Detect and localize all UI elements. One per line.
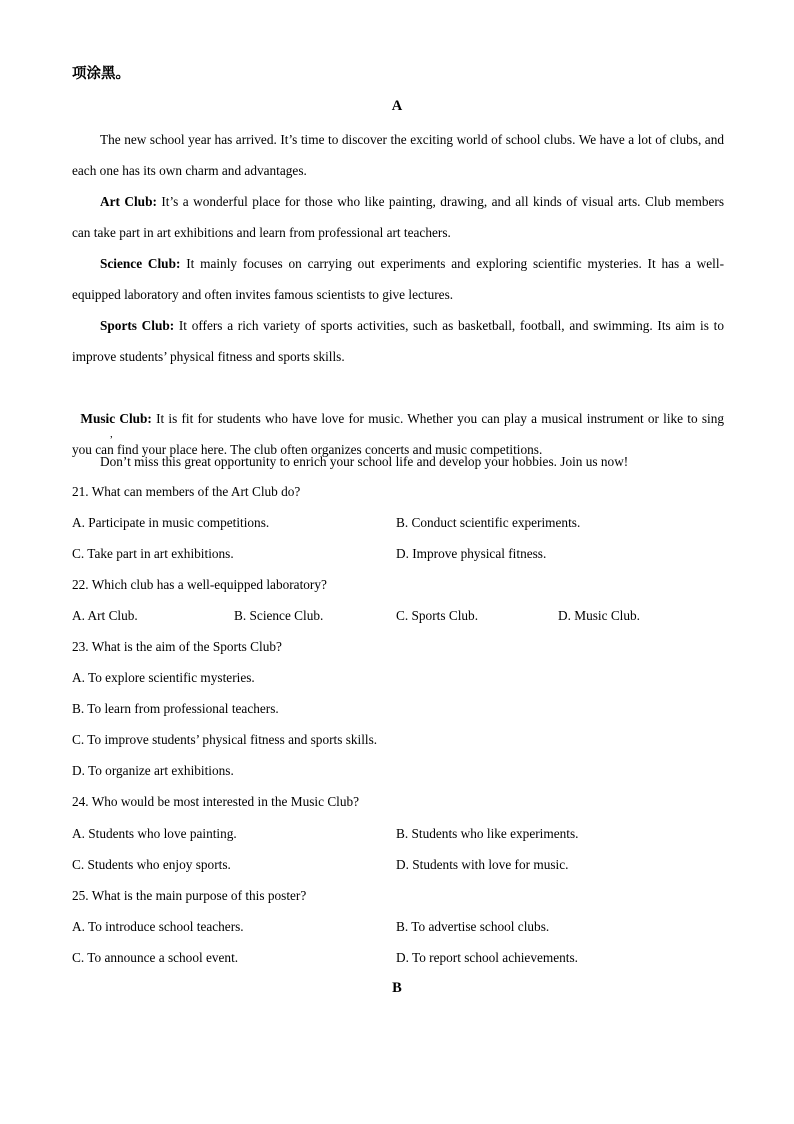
club-name: Music Club:: [80, 411, 152, 426]
question-24-stem: 24. Who would be most interested in the Music Club?: [72, 794, 360, 809]
question-24-option-b: B. Students who like experiments.: [396, 826, 579, 841]
question-25-option-a: A. To introduce school teachers.: [72, 919, 244, 934]
intro-paragraph: The new school year has arrived. It’s time to discover the exciting world of school clubs. We have a lot of clubs, and each one has its own charm and advantages.: [72, 132, 724, 178]
club-name: Sports Club:: [100, 318, 175, 333]
question-22-stem: 22. Which club has a well-equipped laboratory?: [72, 577, 327, 592]
club-paragraph-art: [72, 186, 724, 248]
question-23-option-a: A. To explore scientific mysteries.: [72, 670, 255, 685]
club-paragraph-sports: [72, 310, 724, 372]
club-description: It’s a wonderful place for those who like painting, drawing, and all kinds of visual arts. Club members can take part in art exhibitions and learn from professional art teachers.: [72, 194, 724, 240]
question-23-option-c: C. To improve students’ physical fitness and sports skills.: [72, 732, 378, 747]
question-24-option-a: A. Students who love painting.: [72, 826, 237, 841]
club-paragraph-science: [72, 248, 724, 310]
question-25-stem: 25. What is the main purpose of this poster?: [72, 888, 307, 903]
club-name: Art Club:: [100, 194, 157, 209]
club-description: It is fit for students who have love for music. Whether you can play a musical instrument or like to sing you can find your place here. The club often organizes concerts and music competitions.: [72, 411, 734, 457]
question-24-option-c: C. Students who enjoy sports.: [72, 857, 231, 872]
question-21-stem: 21. What can members of the Art Club do?: [72, 484, 301, 499]
closing-paragraph: Don’t miss this great opportunity to enrich your school life and develop your hobbies. Join us now!: [100, 454, 629, 469]
club-name: Science Club:: [100, 256, 181, 271]
club-description: It mainly focuses on carrying out experiments and exploring scientific mysteries. It has a well-equipped laboratory and often invites famous scientists to give lectures.: [72, 256, 724, 302]
section-b-title: B: [392, 980, 402, 996]
question-23-stem: 23. What is the aim of the Sports Club?: [72, 639, 282, 654]
question-22-option-b: B. Science Club.: [234, 608, 324, 623]
question-21-option-c: C. Take part in art exhibitions.: [72, 546, 234, 561]
question-25-option-d: D. To report school achievements.: [396, 950, 578, 965]
question-23-option-b: B. To learn from professional teachers.: [72, 701, 279, 716]
question-24-option-d: D. Students with love for music.: [396, 857, 569, 872]
section-a-title: A: [391, 98, 403, 114]
question-22-option-d: D. Music Club.: [558, 608, 641, 623]
question-22-option-a: A. Art Club.: [72, 608, 138, 623]
question-25-option-c: C. To announce a school event.: [72, 950, 239, 965]
stray-comma: ,: [110, 428, 113, 440]
club-description: It offers a rich variety of sports activities, such as basketball, football, and swimming. Its aim is to improve students’ physical fitness and sports skills.: [72, 318, 724, 364]
question-25-option-b: B. To advertise school clubs.: [396, 919, 550, 934]
question-22-option-c: C. Sports Club.: [396, 608, 479, 623]
question-21-option-b: B. Conduct scientific experiments.: [396, 515, 581, 530]
question-21-option-d: D. Improve physical fitness.: [396, 546, 547, 561]
question-23-option-d: D. To organize art exhibitions.: [72, 763, 234, 778]
header-fragment: 项涂黑。: [72, 66, 130, 82]
question-21-option-a: A. Participate in music competitions.: [72, 515, 270, 530]
